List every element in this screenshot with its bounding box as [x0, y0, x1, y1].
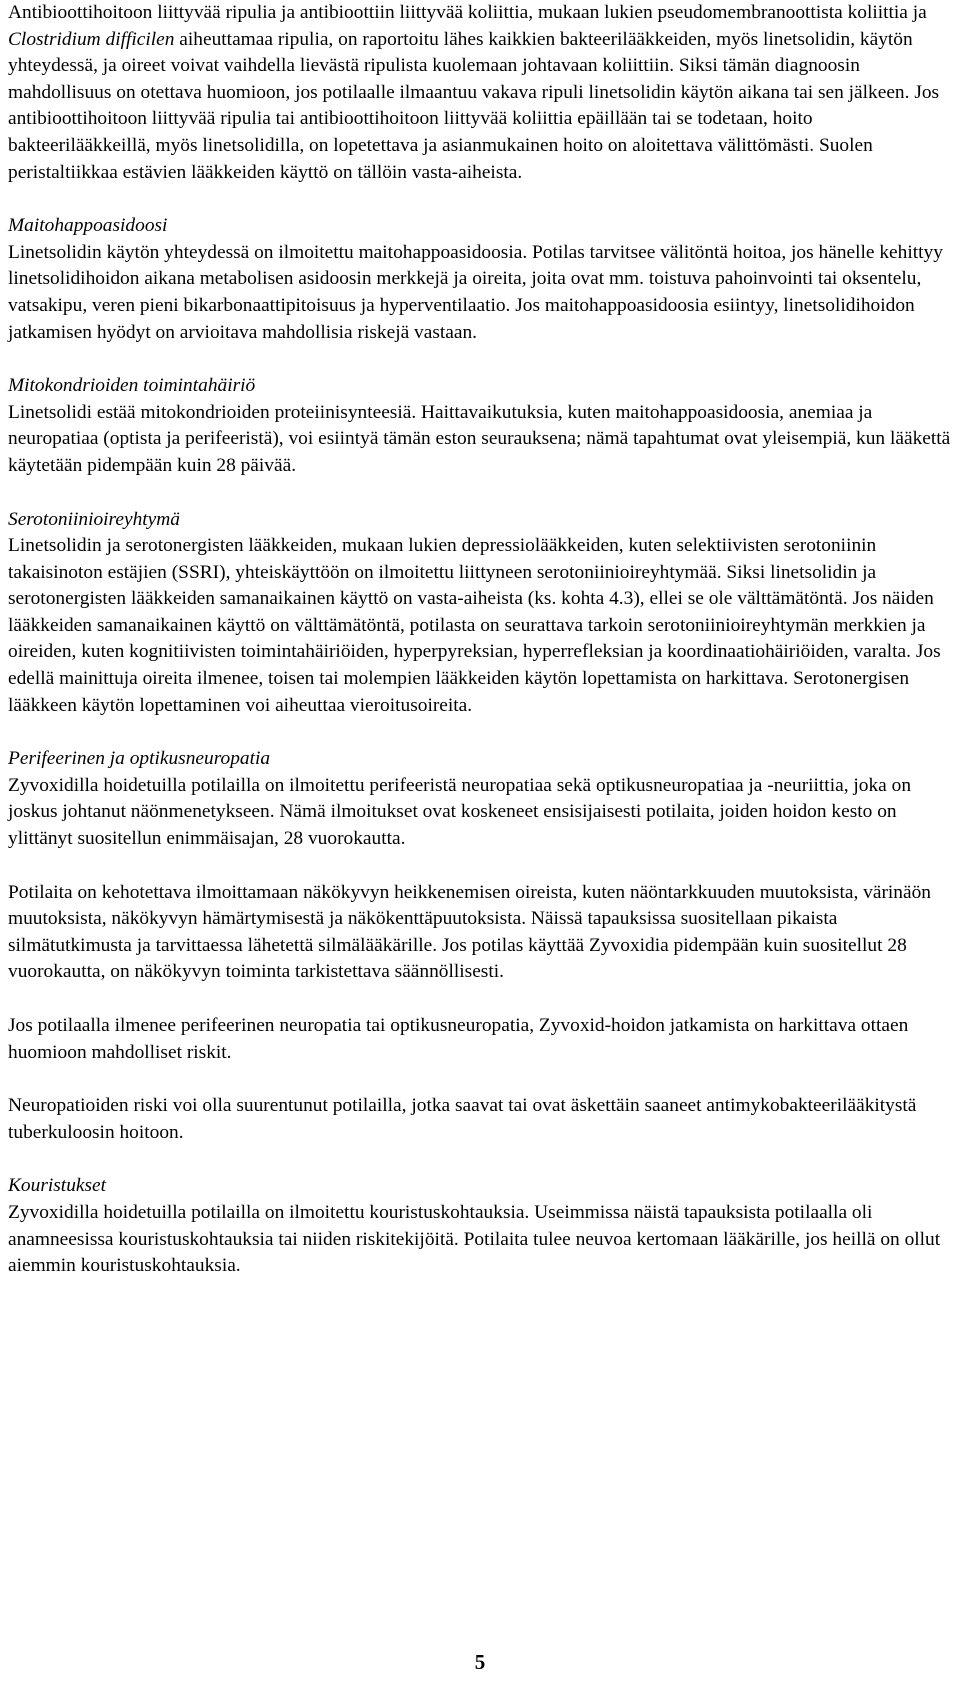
paragraph-gap — [8, 186, 952, 213]
paragraph-gap — [8, 719, 952, 746]
intro-text-part2: aiheuttamaa ripulia, on raportoitu lähes kaikkien bakteerilääkkeiden, myös linetsolidin, käytön yhteydessä, ja oireet voivat vaihdella lievästä ripulista kuolemaan johtavaan koliittiin. Siksi tämän diagnoosin mahdollisuus on otettava huomioon, jos potilaalle ilmaantuu vakava ripuli linetsolidin käytön aikana tai sen jälkeen. Jos antibioottihoitoon liittyvää ripulia tai antibioottihoitoon liittyvää koliittia epäillään tai se todetaan, hoito bakteerilääkkeillä, myös linetsolidilla, on lopetettava ja asianmukainen hoito on aloitettava välittömästi. Suolen peristaltiikkaa estävien lääkkeiden käyttö on tällöin vasta-aiheista. — [8, 28, 940, 183]
paragraph-neuropathy-risk: Neuropatioiden riski voi olla suurentunut potilailla, jotka saavat tai ovat äskettäin saaneet antimykobakteerilääkitystä tuberkuloosin hoitoon. — [8, 1095, 917, 1143]
page-number: 5 — [474, 1650, 486, 1674]
paragraph-gap — [8, 1146, 952, 1173]
paragraph-vision-symptoms: Potilaita on kehotettava ilmoittamaan näkökyvyn heikkenemisen oireista, kuten näöntarkkuuden muutoksista, värinäön muutoksista, näkökyvyn hämärtymisestä ja näkökenttäpuutoksista. Näissä tapauksissa suositellaan pikaista silmätutkimusta ja tarvittaessa lähetettä silmälääkärille. Jos potilas käyttää Zyvoxidia pidempään kuin suositellut 28 vuorokautta, on näkökyvyn toiminta tarkistettava säännöllisesti. — [8, 881, 931, 983]
intro-text-part1: Antibioottihoitoon liittyvää ripulia ja antibioottiin liittyvää koliittia, mukaan lukien pseudomembranoottista koliittia ja — [8, 2, 927, 23]
section-serotoniinioireyhtyma — [8, 507, 952, 720]
section-mitokondrio — [8, 373, 952, 479]
section-heading: Mitokondrioiden toimintahäiriö — [8, 375, 256, 397]
paragraph-gap — [8, 986, 952, 1013]
section-body: Linetsolidin ja serotonergisten lääkkeiden, mukaan lukien depressiolääkkeiden, kuten selektiivisten serotoniinin takaisinoton estäjien (SSRI), yhteiskäyttöön on ilmoitettu liittyneen serotoniinioireyhtymää. Siksi linetsolidin ja serotonergisten lääkkeiden samanaikainen käyttö on vasta-aiheista (ks. kohta 4.3), ellei se ole välttämätöntä. Jos näiden lääkkeiden samanaikainen käyttö on välttämätöntä, potilasta on seurattava tarkoin serotoniinioireyhtymän merkkien ja oireiden, kuten kognitiivisten toimintahäiriöiden, hyperpyreksian, hyperrefleksian ja koordinaatiohäiriöiden, varalta. Jos edellä mainittuja oireita ilmenee, toisen tai molempien lääkkeiden käytön lopettamista on harkittava. Serotonergisen lääkkeen käytön lopettaminen voi aiheuttaa vieroitusoireita. — [8, 535, 941, 716]
section-body: Linetsolidi estää mitokondrioiden proteiinisynteesiä. Haittavaikutuksia, kuten maitohappoasidoosia, anemiaa ja neuropatiaa (optista ja perifeeristä), voi esiintyä tämän eston seurauksena; nämä tapahtumat ovat yleisempiä, kun lääkettä käytetään pidempään kuin 28 päivää. — [8, 401, 951, 476]
paragraph-neuropathy-continuation: Jos potilaalla ilmenee perifeerinen neuropatia tai optikusneuropatia, Zyvoxid-hoidon jatkamista on harkittava ottaen huomioon mahdolliset riskit. — [8, 1015, 909, 1063]
organism-name: Clostridium difficilen — [8, 28, 175, 50]
intro-paragraph — [8, 0, 952, 186]
section-heading: Perifeerinen ja optikusneuropatia — [8, 748, 271, 770]
section-neuropatia — [8, 746, 952, 852]
paragraph-gap — [8, 853, 952, 880]
paragraph-gap — [8, 480, 952, 507]
section-maitohappoasidoosi — [8, 213, 952, 346]
document-page — [8, 0, 952, 1280]
section-body: Zyvoxidilla hoidetuilla potilailla on ilmoitettu kouristuskohtauksia. Useimmissa näistä tapauksista potilaalla oli anamneesissa kouristuskohtauksia tai niiden riskitekijöitä. Potilaita tulee neuvoa kertomaan lääkärille, jos heillä on ollut aiemmin kouristuskohtauksia. — [8, 1201, 941, 1277]
paragraph-gap — [8, 1066, 952, 1093]
paragraph-gap — [8, 346, 952, 373]
section-body: Linetsolidin käytön yhteydessä on ilmoitettu maitohappoasidoosia. Potilas tarvitsee välitöntä hoitoa, jos hänelle kehittyy linetsolidihoidon aikana metabolisen asidoosin merkkejä ja oireita, joita ovat mm. toistuva pahoinvointi tai oksentelu, vatsakipu, veren pieni bikarbonaattipitoisuus ja hyperventilaatio. Jos maitohappoasidoosia esiintyy, linetsolidihoidon jatkamisen hyödyt on arvioitava mahdollisia riskejä vastaan. — [8, 241, 943, 343]
section-heading: Maitohappoasidoosi — [8, 215, 168, 237]
section-kouristukset — [8, 1173, 952, 1279]
section-heading: Serotoniinioireyhtymä — [8, 508, 180, 530]
section-heading: Kouristukset — [8, 1175, 107, 1197]
section-body: Zyvoxidilla hoidetuilla potilailla on ilmoitettu perifeeristä neuropatiaa sekä optikusneuropatiaa ja -neuriittia, joka on joskus johtanut näönmenetykseen. Nämä ilmoitukset ovat koskeneet ensisijaisesti potilaita, joiden hoidon kesto on ylittänyt suositellun enimmäisajan, 28 vuorokautta. — [8, 774, 912, 850]
